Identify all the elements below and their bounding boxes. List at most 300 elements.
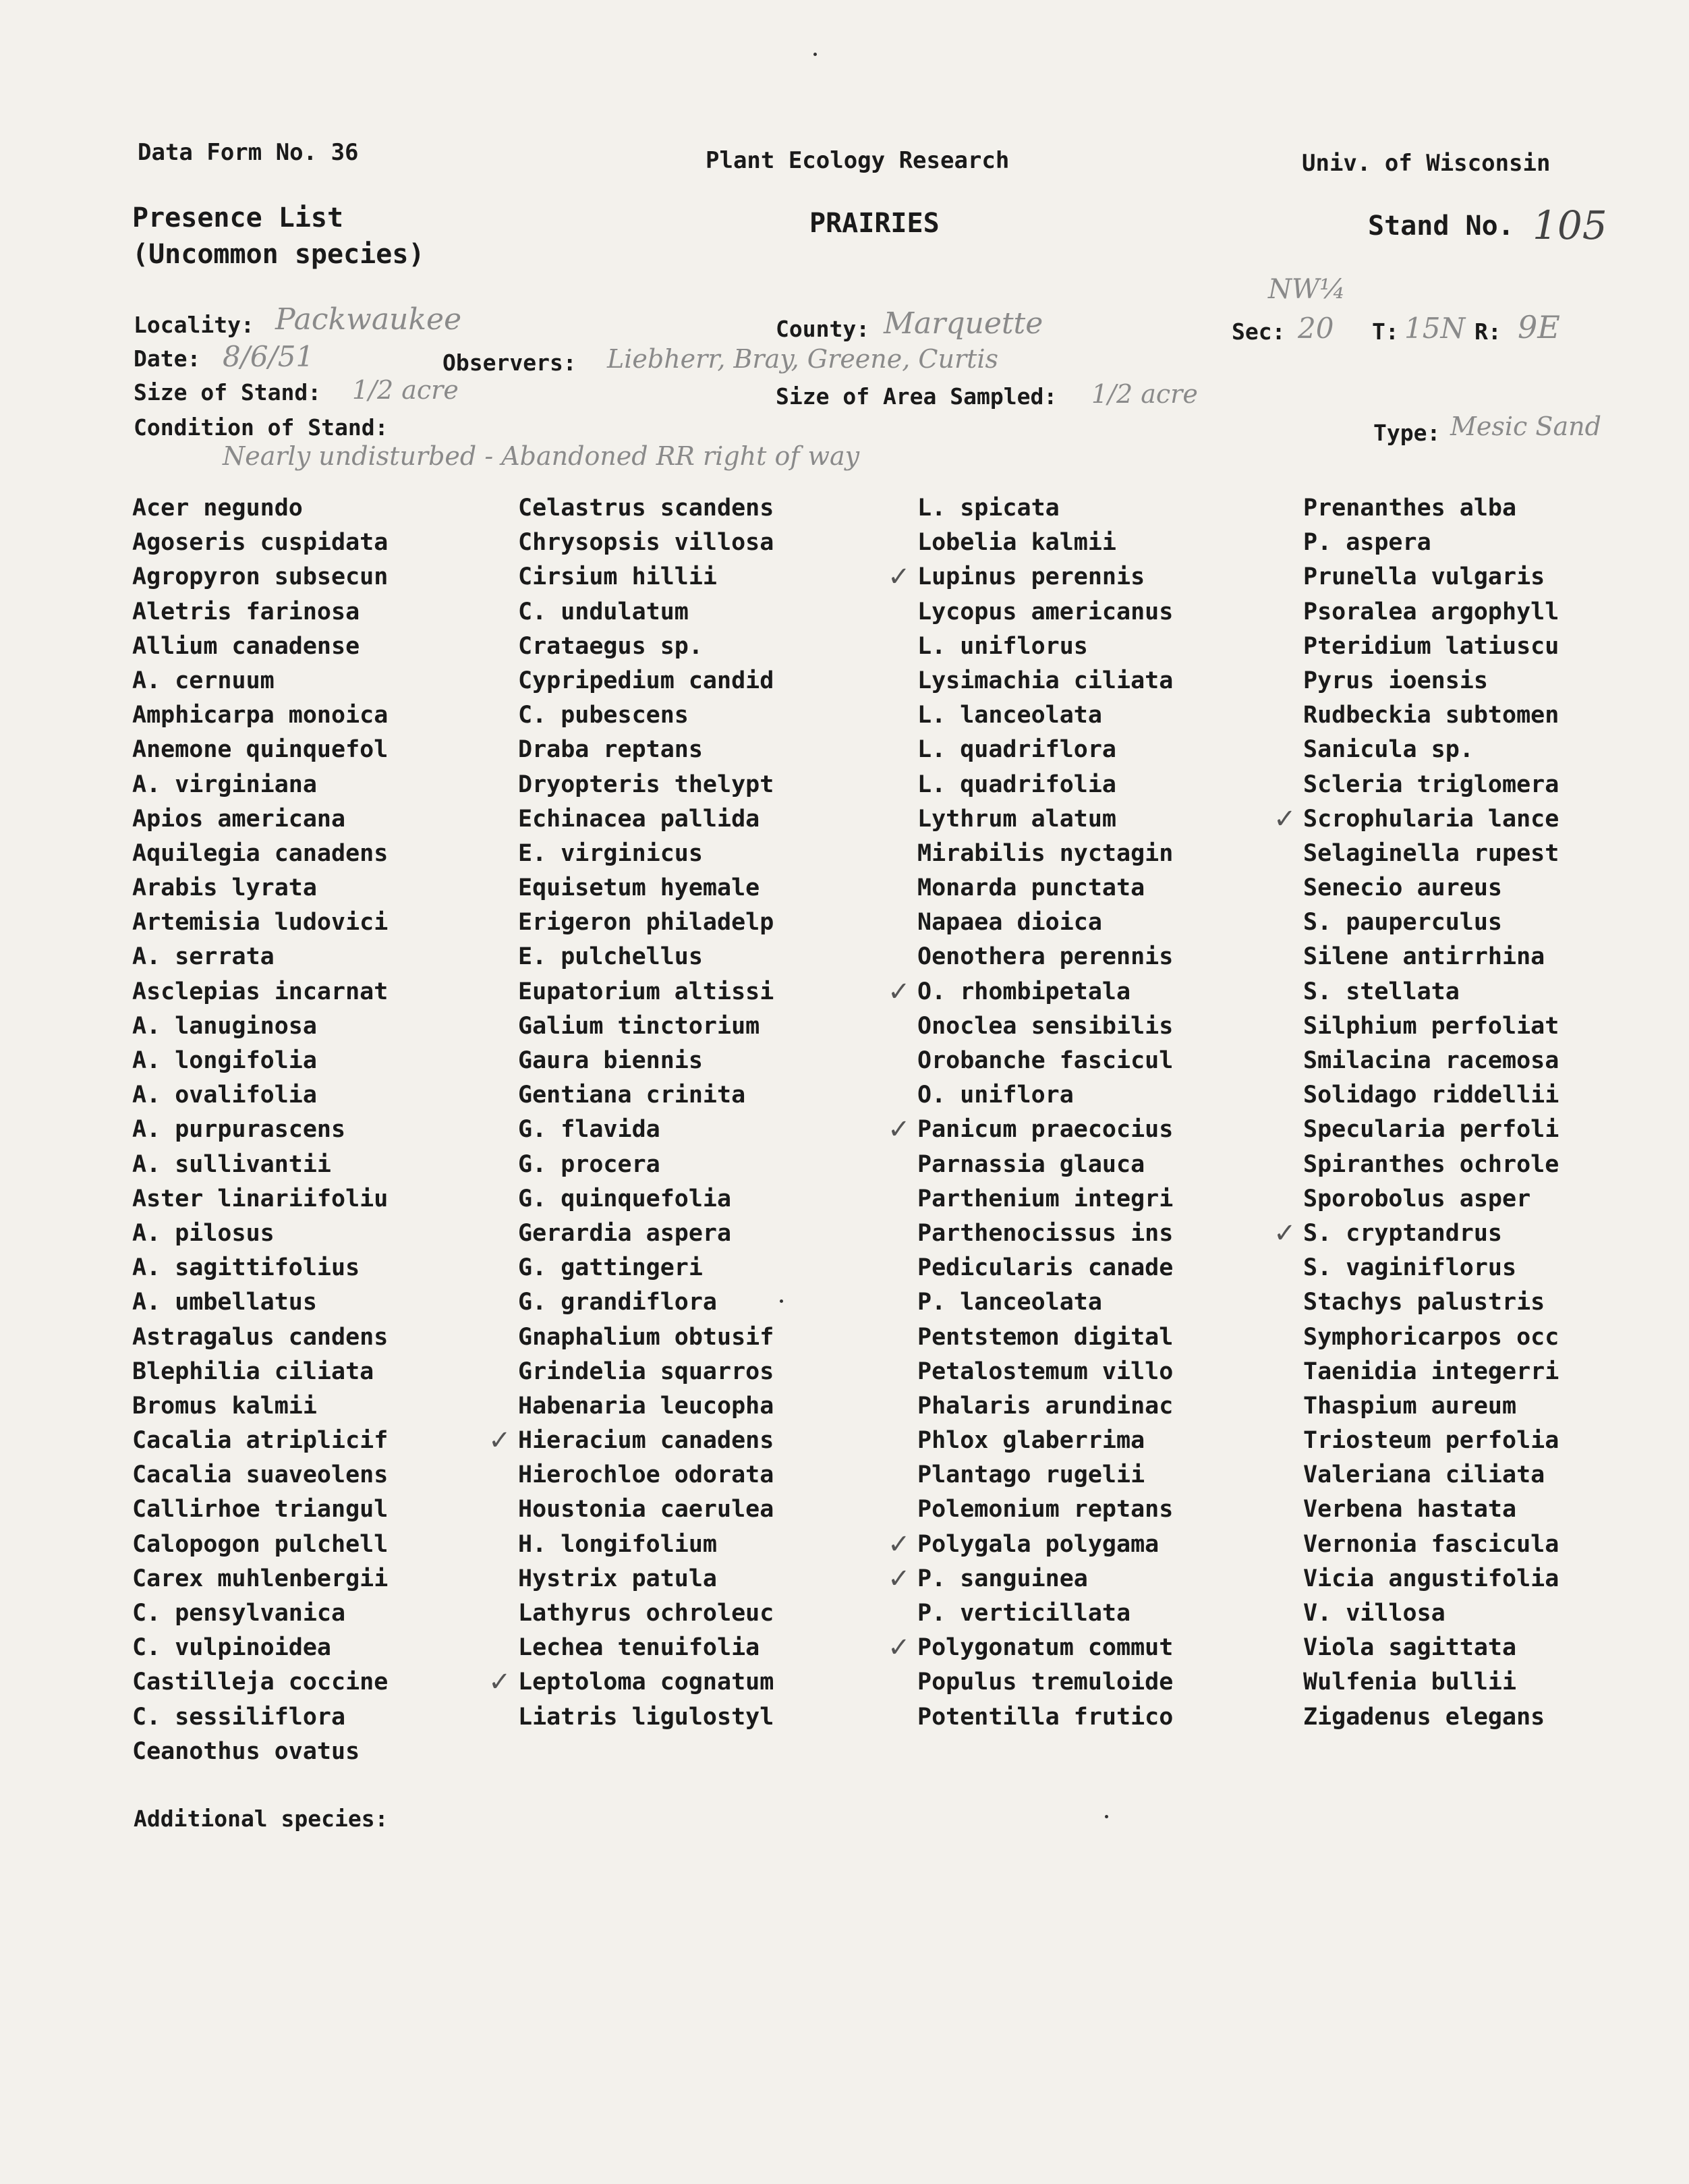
species-item bbox=[917, 1009, 1173, 1044]
species-name: A. virginiana bbox=[132, 771, 317, 798]
university-name: Univ. of Wisconsin bbox=[1302, 150, 1551, 177]
species-item bbox=[132, 1700, 388, 1735]
species-item bbox=[1303, 1113, 1559, 1147]
species-name: V. villosa bbox=[1303, 1600, 1445, 1627]
species-name: Calopogon pulchell bbox=[132, 1530, 389, 1558]
species-name: Aquilegia canadens bbox=[132, 839, 389, 867]
species-item bbox=[518, 1492, 774, 1527]
size-of-area-sampled-label: Size of Area Sampled: bbox=[776, 383, 1058, 410]
species-name: Cacalia atriplicif bbox=[132, 1427, 389, 1455]
species-name: Erigeron philadelp bbox=[518, 909, 774, 936]
species-item bbox=[888, 1113, 1174, 1147]
species-name: Lycopus americanus bbox=[917, 598, 1174, 625]
species-name: L. quadrifolia bbox=[917, 771, 1117, 798]
species-name: G. gattingeri bbox=[518, 1254, 703, 1282]
species-item bbox=[1303, 1148, 1559, 1182]
species-name: A. cernuum bbox=[132, 667, 275, 694]
species-item bbox=[917, 1078, 1173, 1113]
species-item bbox=[518, 1148, 774, 1182]
observers-label: Observers: bbox=[442, 349, 577, 376]
species-name: Celastrus scandens bbox=[518, 495, 774, 522]
species-item bbox=[518, 1355, 774, 1389]
species-name: Valeriana ciliata bbox=[1303, 1461, 1545, 1489]
species-name: S. pauperculus bbox=[1303, 909, 1503, 936]
species-name: P. verticillata bbox=[917, 1600, 1131, 1627]
species-item bbox=[518, 595, 774, 629]
species-name: Zigadenus elegans bbox=[1303, 1703, 1545, 1731]
species-name: P. sanguinea bbox=[917, 1565, 1088, 1592]
stand-number-label: Stand No. bbox=[1368, 211, 1514, 242]
species-name: Lythrum alatum bbox=[917, 805, 1117, 833]
species-item bbox=[518, 1078, 774, 1113]
species-name: Vicia angustifolia bbox=[1303, 1565, 1559, 1592]
species-name: Plantago rugelii bbox=[917, 1461, 1145, 1489]
date-label: Date: bbox=[134, 345, 201, 372]
species-item bbox=[132, 1389, 388, 1424]
species-name: Mirabilis nyctagin bbox=[917, 839, 1174, 867]
species-name: C. pensylvanica bbox=[132, 1600, 346, 1627]
species-item bbox=[1303, 768, 1559, 802]
species-item bbox=[917, 1251, 1173, 1285]
species-name: Verbena hastata bbox=[1303, 1496, 1517, 1523]
species-item bbox=[1303, 1009, 1559, 1044]
species-item bbox=[132, 975, 388, 1009]
species-name: A. serrata bbox=[132, 943, 275, 971]
species-item bbox=[917, 526, 1173, 560]
species-item bbox=[518, 1596, 774, 1631]
species-name: Polemonium reptans bbox=[917, 1496, 1174, 1523]
species-item bbox=[917, 1458, 1173, 1492]
species-item bbox=[1273, 1216, 1559, 1251]
species-name: G. procera bbox=[518, 1150, 660, 1178]
species-item bbox=[917, 871, 1173, 905]
species-name: Scrophularia lance bbox=[1303, 805, 1559, 833]
species-item bbox=[1303, 698, 1559, 733]
township-value: 15N bbox=[1404, 312, 1466, 345]
species-item bbox=[132, 595, 388, 629]
species-name: Psoralea argophyll bbox=[1303, 598, 1559, 625]
species-item bbox=[1273, 802, 1559, 837]
species-item bbox=[132, 768, 388, 802]
list-title-line1: Presence List bbox=[132, 202, 344, 233]
species-item bbox=[518, 837, 774, 871]
species-name: P. aspera bbox=[1303, 529, 1431, 557]
species-name: A. umbellatus bbox=[132, 1289, 317, 1316]
species-name: Phlox glaberrima bbox=[917, 1427, 1145, 1455]
species-item bbox=[518, 1700, 774, 1735]
additional-species-label: Additional species: bbox=[134, 1805, 389, 1832]
species-name: A. sagittifolius bbox=[132, 1254, 360, 1282]
species-item bbox=[518, 975, 774, 1009]
species-item bbox=[132, 1113, 388, 1147]
paper-speck bbox=[1105, 1815, 1108, 1818]
type-value: Mesic Sand bbox=[1450, 412, 1601, 441]
species-item bbox=[888, 1631, 1174, 1665]
species-item bbox=[518, 1113, 774, 1147]
species-name: Lysimachia ciliata bbox=[917, 667, 1174, 694]
species-item bbox=[132, 871, 388, 905]
condition-of-stand-value: Nearly undisturbed - Abandoned RR right of way bbox=[223, 441, 860, 471]
species-name: Sanicula sp. bbox=[1303, 736, 1474, 764]
locality-label: Locality: bbox=[134, 312, 254, 338]
county-value: Marquette bbox=[884, 306, 1043, 341]
species-item bbox=[488, 1665, 774, 1700]
species-item bbox=[518, 1009, 774, 1044]
species-name: G. quinquefolia bbox=[518, 1185, 732, 1212]
species-name: Potentilla frutico bbox=[917, 1703, 1174, 1731]
species-item bbox=[917, 1285, 1173, 1320]
species-item bbox=[132, 1458, 388, 1492]
species-item bbox=[917, 1424, 1173, 1458]
species-name: Agropyron subsecun bbox=[132, 563, 389, 591]
species-name: Castilleja coccine bbox=[132, 1669, 389, 1696]
species-name: Aster linariifoliu bbox=[132, 1185, 389, 1212]
species-item bbox=[1303, 1631, 1559, 1665]
species-item bbox=[132, 1735, 388, 1769]
species-item bbox=[917, 733, 1173, 767]
species-item bbox=[132, 698, 388, 733]
size-of-stand-value: 1/2 acre bbox=[352, 375, 459, 405]
species-item bbox=[132, 1528, 388, 1562]
species-item bbox=[917, 1492, 1173, 1527]
species-item bbox=[1303, 560, 1559, 594]
species-name: Oenothera perennis bbox=[917, 943, 1174, 971]
species-item bbox=[518, 560, 774, 594]
species-name: P. lanceolata bbox=[917, 1289, 1102, 1316]
species-column-4 bbox=[1273, 491, 1559, 1735]
date-value: 8/6/51 bbox=[223, 340, 314, 373]
species-item bbox=[1303, 1528, 1559, 1562]
species-name: A. longifolia bbox=[132, 1047, 317, 1074]
species-name: G. flavida bbox=[518, 1116, 660, 1144]
species-name: Smilacina racemosa bbox=[1303, 1047, 1559, 1074]
species-item bbox=[518, 802, 774, 837]
species-name: Pteridium latiuscu bbox=[1303, 632, 1559, 660]
species-item bbox=[1303, 595, 1559, 629]
species-item bbox=[132, 664, 388, 698]
species-item bbox=[1303, 629, 1559, 664]
type-label: Type: bbox=[1373, 420, 1441, 446]
species-item bbox=[518, 940, 774, 974]
species-item bbox=[888, 975, 1173, 1009]
species-name: Lathyrus ochroleuc bbox=[518, 1600, 774, 1627]
species-item bbox=[1303, 871, 1559, 905]
species-item bbox=[1303, 1665, 1559, 1700]
species-item bbox=[518, 1389, 774, 1424]
observers-value: Liebherr, Bray, Greene, Curtis bbox=[607, 344, 999, 374]
species-item bbox=[1303, 1320, 1559, 1355]
species-name: Leptoloma cognatum bbox=[518, 1669, 774, 1696]
species-name: Houstonia caerulea bbox=[518, 1496, 774, 1523]
species-name: L. spicata bbox=[917, 495, 1060, 522]
species-name: Ceanothus ovatus bbox=[132, 1737, 360, 1765]
species-item bbox=[1303, 905, 1559, 940]
species-item bbox=[518, 1631, 774, 1665]
checkmark-icon: ✓ bbox=[488, 1425, 511, 1457]
species-item bbox=[518, 1044, 774, 1078]
county-label: County: bbox=[776, 316, 870, 342]
species-name: Orobanche fascicul bbox=[917, 1047, 1174, 1074]
species-name: Wulfenia bullii bbox=[1303, 1669, 1517, 1696]
species-name: Habenaria leucopha bbox=[518, 1392, 774, 1420]
species-item bbox=[518, 664, 774, 698]
species-name: Vernonia fascicula bbox=[1303, 1530, 1559, 1558]
species-name: Agoseris cuspidata bbox=[132, 529, 389, 557]
species-item bbox=[488, 1424, 774, 1458]
species-name: Dryopteris thelypt bbox=[518, 771, 774, 798]
species-name: S. stellata bbox=[1303, 978, 1460, 1005]
size-of-stand-label: Size of Stand: bbox=[134, 379, 322, 405]
species-item bbox=[1303, 1458, 1559, 1492]
range-value: 9E bbox=[1518, 309, 1560, 345]
checkmark-icon: ✓ bbox=[888, 976, 911, 1007]
species-column-3 bbox=[888, 491, 1174, 1735]
species-name: Sporobolus asper bbox=[1303, 1185, 1531, 1212]
species-name: Astragalus candens bbox=[132, 1323, 389, 1351]
paper-speck bbox=[813, 53, 817, 56]
species-item bbox=[917, 1355, 1173, 1389]
species-item bbox=[518, 1285, 774, 1320]
checkmark-icon: ✓ bbox=[1273, 1217, 1296, 1249]
species-name: Lechea tenuifolia bbox=[518, 1634, 760, 1662]
species-item bbox=[1303, 491, 1559, 526]
species-name: C. vulpinoidea bbox=[132, 1634, 332, 1662]
species-name: Parthenium integri bbox=[917, 1185, 1174, 1212]
species-item bbox=[888, 1528, 1173, 1562]
sec-label: Sec: bbox=[1232, 318, 1286, 345]
species-name: Panicum praecocius bbox=[917, 1116, 1174, 1144]
species-item bbox=[1303, 1596, 1559, 1631]
checkmark-icon: ✓ bbox=[888, 1114, 911, 1146]
species-name: Napaea dioica bbox=[917, 909, 1102, 936]
species-item bbox=[917, 1044, 1173, 1078]
species-name: Viola sagittata bbox=[1303, 1634, 1517, 1662]
species-name: Gentiana crinita bbox=[518, 1082, 746, 1109]
species-item bbox=[917, 1148, 1173, 1182]
species-item bbox=[917, 664, 1173, 698]
species-item bbox=[1303, 526, 1559, 560]
species-item bbox=[518, 1320, 774, 1355]
species-item bbox=[1303, 1182, 1559, 1216]
species-item bbox=[518, 871, 774, 905]
species-name: Echinacea pallida bbox=[518, 805, 760, 833]
species-item bbox=[132, 526, 388, 560]
species-name: Gaura biennis bbox=[518, 1047, 703, 1074]
sec-value: 20 bbox=[1298, 312, 1334, 345]
species-item bbox=[132, 1009, 388, 1044]
species-name: O. rhombipetala bbox=[917, 978, 1131, 1005]
species-item bbox=[132, 1078, 388, 1113]
species-name: Onoclea sensibilis bbox=[917, 1012, 1174, 1040]
species-name: Aletris farinosa bbox=[132, 598, 360, 625]
species-column-1 bbox=[132, 491, 388, 1769]
species-name: Cirsium hillii bbox=[518, 563, 718, 591]
species-name: Scleria triglomera bbox=[1303, 771, 1559, 798]
species-name: Populus tremuloide bbox=[917, 1669, 1174, 1696]
species-item bbox=[917, 837, 1173, 871]
species-name: Gnaphalium obtusif bbox=[518, 1323, 774, 1351]
species-item bbox=[132, 1631, 388, 1665]
species-item bbox=[917, 768, 1173, 802]
species-item bbox=[132, 802, 388, 837]
species-name: Spiranthes ochrole bbox=[1303, 1150, 1559, 1178]
species-item bbox=[132, 1665, 388, 1700]
species-item bbox=[917, 629, 1173, 664]
quarter-section-note: NW¼ bbox=[1268, 274, 1346, 305]
species-name: O. uniflora bbox=[917, 1082, 1074, 1109]
species-item bbox=[132, 560, 388, 594]
species-name: S. cryptandrus bbox=[1303, 1219, 1503, 1247]
species-name: E. virginicus bbox=[518, 839, 703, 867]
species-name: Phalaris arundinac bbox=[917, 1392, 1174, 1420]
species-name: Prenanthes alba bbox=[1303, 495, 1517, 522]
species-item bbox=[132, 905, 388, 940]
species-name: Equisetum hyemale bbox=[518, 874, 760, 902]
species-name: C. undulatum bbox=[518, 598, 689, 625]
species-item bbox=[518, 1182, 774, 1216]
species-item bbox=[518, 491, 774, 526]
species-item bbox=[518, 768, 774, 802]
species-name: Cypripedium candid bbox=[518, 667, 774, 694]
species-name: L. quadriflora bbox=[917, 736, 1117, 764]
species-item bbox=[518, 733, 774, 767]
species-name: A. lanuginosa bbox=[132, 1012, 317, 1040]
species-name: A. purpurascens bbox=[132, 1116, 346, 1144]
species-item bbox=[518, 629, 774, 664]
species-name: A. ovalifolia bbox=[132, 1082, 317, 1109]
species-name: Rudbeckia subtomen bbox=[1303, 702, 1559, 729]
size-of-area-sampled-value: 1/2 acre bbox=[1091, 379, 1198, 409]
species-name: Bromus kalmii bbox=[132, 1392, 317, 1420]
species-item bbox=[1303, 733, 1559, 767]
species-name: Allium canadense bbox=[132, 632, 360, 660]
species-name: Hystrix patula bbox=[518, 1565, 718, 1592]
species-item bbox=[917, 905, 1173, 940]
species-column-2 bbox=[488, 491, 774, 1735]
condition-of-stand-label: Condition of Stand: bbox=[134, 414, 389, 441]
species-item bbox=[1303, 1285, 1559, 1320]
species-item bbox=[132, 1148, 388, 1182]
species-name: Apios americana bbox=[132, 805, 346, 833]
species-item bbox=[1303, 1700, 1559, 1735]
species-name: Parnassia glauca bbox=[917, 1150, 1145, 1178]
species-item bbox=[917, 1216, 1173, 1251]
species-item bbox=[518, 1216, 774, 1251]
species-name: Polygala polygama bbox=[917, 1530, 1160, 1558]
form-number: Data Form No. 36 bbox=[138, 139, 359, 166]
species-item bbox=[1303, 1044, 1559, 1078]
species-name: A. sullivantii bbox=[132, 1150, 332, 1178]
species-name: Liatris ligulostyl bbox=[518, 1703, 774, 1731]
species-item bbox=[1303, 1355, 1559, 1389]
category-title: PRAIRIES bbox=[809, 208, 940, 239]
species-item bbox=[917, 940, 1173, 974]
checkmark-icon: ✓ bbox=[888, 561, 911, 593]
species-item bbox=[1303, 940, 1559, 974]
species-item bbox=[518, 1562, 774, 1596]
species-name: Draba reptans bbox=[518, 736, 703, 764]
species-item bbox=[1303, 1562, 1559, 1596]
species-item bbox=[1303, 1389, 1559, 1424]
species-item bbox=[917, 1182, 1173, 1216]
range-label: R: bbox=[1475, 318, 1501, 345]
species-item bbox=[917, 1700, 1173, 1735]
species-name: C. sessiliflora bbox=[132, 1703, 346, 1731]
species-item bbox=[518, 1458, 774, 1492]
species-item bbox=[917, 698, 1173, 733]
species-name: Acer negundo bbox=[132, 495, 303, 522]
species-item bbox=[518, 905, 774, 940]
species-item bbox=[1303, 1251, 1559, 1285]
species-name: Gerardia aspera bbox=[518, 1219, 732, 1247]
species-name: C. pubescens bbox=[518, 702, 689, 729]
species-item bbox=[518, 698, 774, 733]
species-name: Symphoricarpos occ bbox=[1303, 1323, 1559, 1351]
species-item bbox=[1303, 975, 1559, 1009]
species-name: Artemisia ludovici bbox=[132, 909, 389, 936]
species-item bbox=[917, 595, 1173, 629]
species-name: Monarda punctata bbox=[917, 874, 1145, 902]
species-item bbox=[518, 1528, 774, 1562]
species-item bbox=[132, 1492, 388, 1527]
species-item bbox=[1303, 1078, 1559, 1113]
species-name: Anemone quinquefol bbox=[132, 736, 389, 764]
species-item bbox=[917, 802, 1173, 837]
species-item bbox=[888, 1562, 1173, 1596]
species-name: Pedicularis canade bbox=[917, 1254, 1174, 1282]
species-name: Hierochloe odorata bbox=[518, 1461, 774, 1489]
species-name: Lupinus perennis bbox=[917, 563, 1145, 591]
species-name: Senecio aureus bbox=[1303, 874, 1503, 902]
species-name: Carex muhlenbergii bbox=[132, 1565, 389, 1592]
list-title-line2: (Uncommon species) bbox=[132, 239, 425, 270]
species-item bbox=[132, 1596, 388, 1631]
species-name: A. pilosus bbox=[132, 1219, 275, 1247]
species-name: Pyrus ioensis bbox=[1303, 667, 1488, 694]
species-name: Silphium perfoliat bbox=[1303, 1012, 1559, 1040]
paper-speck bbox=[780, 1299, 783, 1303]
species-item bbox=[518, 1251, 774, 1285]
species-name: G. grandiflora bbox=[518, 1289, 718, 1316]
species-item bbox=[132, 1044, 388, 1078]
species-name: Pentstemon digital bbox=[917, 1323, 1174, 1351]
species-item bbox=[1303, 1424, 1559, 1458]
species-item bbox=[888, 560, 1173, 594]
species-name: Hieracium canadens bbox=[518, 1427, 774, 1455]
species-name: Prunella vulgaris bbox=[1303, 563, 1545, 591]
species-name: Taenidia integerri bbox=[1303, 1357, 1559, 1385]
species-name: Polygonatum commut bbox=[917, 1634, 1174, 1662]
stand-number-value: 105 bbox=[1533, 202, 1607, 248]
species-name: Solidago riddellii bbox=[1303, 1082, 1559, 1109]
species-item bbox=[132, 629, 388, 664]
species-name: Specularia perfoli bbox=[1303, 1116, 1559, 1144]
species-name: L. lanceolata bbox=[917, 702, 1102, 729]
locality-value: Packwaukee bbox=[275, 302, 462, 337]
species-item bbox=[917, 1596, 1173, 1631]
species-name: Chrysopsis villosa bbox=[518, 529, 774, 557]
species-item bbox=[917, 1389, 1173, 1424]
checkmark-icon: ✓ bbox=[888, 1528, 911, 1560]
species-item bbox=[917, 1320, 1173, 1355]
checkmark-icon: ✓ bbox=[888, 1632, 911, 1664]
species-name: Blephilia ciliata bbox=[132, 1357, 374, 1385]
species-name: E. pulchellus bbox=[518, 943, 703, 971]
species-item bbox=[1303, 1492, 1559, 1527]
species-item bbox=[917, 1665, 1173, 1700]
species-name: Triosteum perfolia bbox=[1303, 1427, 1559, 1455]
species-item bbox=[132, 1424, 388, 1458]
